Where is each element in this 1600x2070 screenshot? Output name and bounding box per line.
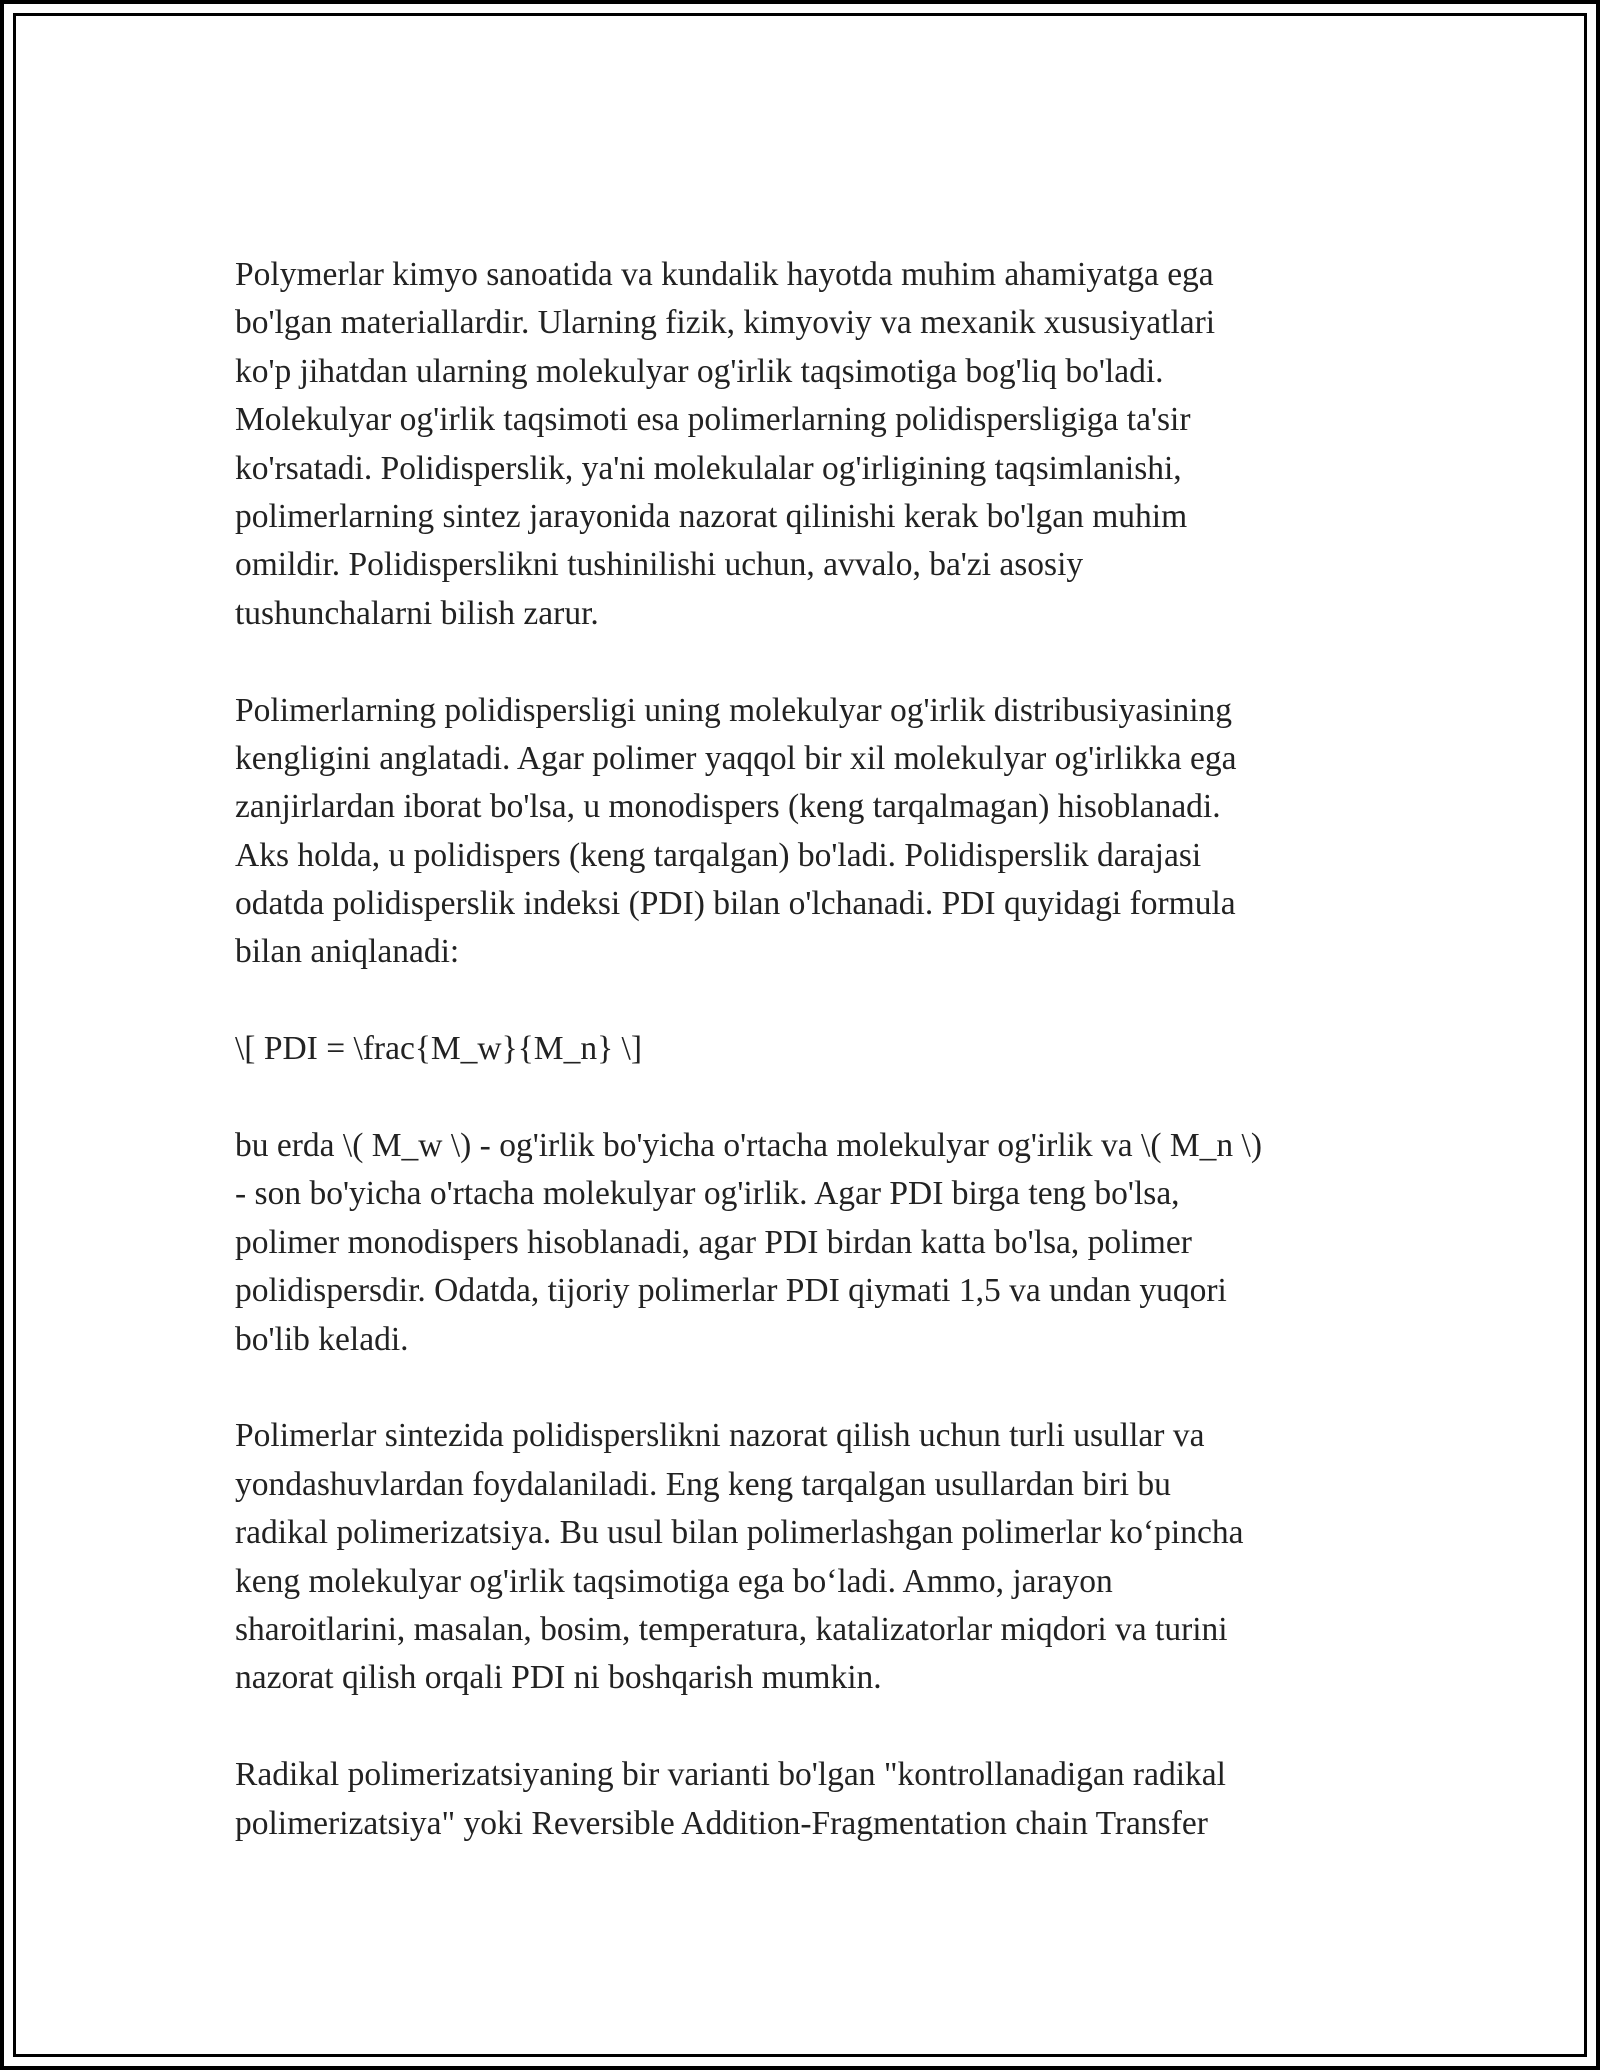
- text-line: polimerizatsiya" yoki Reversible Addition-Fragmentation chain Transfer: [235, 1804, 1208, 1842]
- text-line: zanjirlardan iborat bo'lsa, u monodispers (keng tarqalmagan) hisoblanadi.: [235, 788, 1221, 826]
- text-line: - son bo'yicha o'rtacha molekulyar og'irlik. Agar PDI birga teng bo'lsa,: [235, 1175, 1180, 1213]
- text-line: Polimerlar sintezida polidisperslikni nazorat qilish uchun turli usullar va: [235, 1417, 1205, 1455]
- text-line: polimerlarning sintez jarayonida nazorat qilinishi kerak bo'lgan muhim: [235, 497, 1188, 535]
- text-line: bo'lib keladi.: [235, 1320, 409, 1358]
- text-line: Polymerlar kimyo sanoatida va kundalik hayotda muhim ahamiyatga ega: [235, 256, 1214, 293]
- text-line: bu erda \( M_w \) - og'irlik bo'yicha o'rtacha molekulyar og'irlik va \( M_n \): [235, 1127, 1263, 1165]
- text-line: keng molekulyar og'irlik taqsimotiga ega boʻladi. Ammo, jarayon: [235, 1562, 1113, 1600]
- paragraph-synthesis-control: [235, 1412, 1385, 1702]
- text-line: sharoitlarini, masalan, bosim, temperatura, katalizatorlar miqdori va turini: [235, 1610, 1228, 1648]
- text-line: bo'lgan materiallardir. Ularning fizik, kimyoviy va mexanik xususiyatlari: [235, 304, 1216, 342]
- text-line: Radikal polimerizatsiyaning bir varianti bo'lgan "kontrollanadigan radikal: [235, 1756, 1226, 1794]
- text-line: Molekulyar og'irlik taqsimoti esa polimerlarning polidispersligiga ta'sir: [235, 401, 1191, 439]
- formula-line: \[ PDI = \frac{M_w}{M_n} \]: [235, 1030, 642, 1068]
- text-line: ko'p jihatdan ularning molekulyar og'irlik taqsimotiga bog'liq bo'ladi.: [235, 352, 1164, 390]
- text-line: Aks holda, u polidispers (keng tarqalgan) bo'ladi. Polidisperslik darajasi: [235, 836, 1202, 874]
- text-line: bilan aniqlanadi:: [235, 933, 460, 971]
- text-line: ko'rsatadi. Polidisperslik, ya'ni molekulalar og'irligining taqsimlanishi,: [235, 449, 1182, 487]
- paragraph-polydispersity: [235, 687, 1385, 977]
- text-line: omildir. Polidisperslikni tushinilishi uchun, avvalo, ba'zi asosiy: [235, 546, 1084, 584]
- formula-pdi: [235, 1025, 1385, 1073]
- paragraph-controlled-radical: [235, 1751, 1385, 1848]
- text-line: polimer monodispers hisoblanadi, agar PDI birdan katta bo'lsa, polimer: [235, 1223, 1192, 1261]
- text-line: odatda polidisperslik indeksi (PDI) bilan o'lchanadi. PDI quyidagi formula: [235, 885, 1236, 923]
- text-line: nazorat qilish orqali PDI ni boshqarish mumkin.: [235, 1659, 882, 1697]
- paragraph-definitions: [235, 1122, 1385, 1364]
- paragraph-intro: [235, 251, 1385, 638]
- text-line: tushunchalarni bilish zarur.: [235, 594, 599, 632]
- text-line: yondashuvlardan foydalaniladi. Eng keng tarqalgan usullardan biri bu: [235, 1465, 1171, 1503]
- text-line: polidispersdir. Odatda, tijoriy polimerlar PDI qiymati 1,5 va undan yuqori: [235, 1272, 1227, 1310]
- text-line: radikal polimerizatsiya. Bu usul bilan polimerlashgan polimerlar koʻpincha: [235, 1514, 1244, 1552]
- document-body: [235, 251, 1385, 1896]
- text-line: Polimerlarning polidispersligi uning molekulyar og'irlik distribusiyasining: [235, 691, 1233, 729]
- text-line: kengligini anglatadi. Agar polimer yaqqol bir xil molekulyar og'irlikka ega: [235, 739, 1237, 777]
